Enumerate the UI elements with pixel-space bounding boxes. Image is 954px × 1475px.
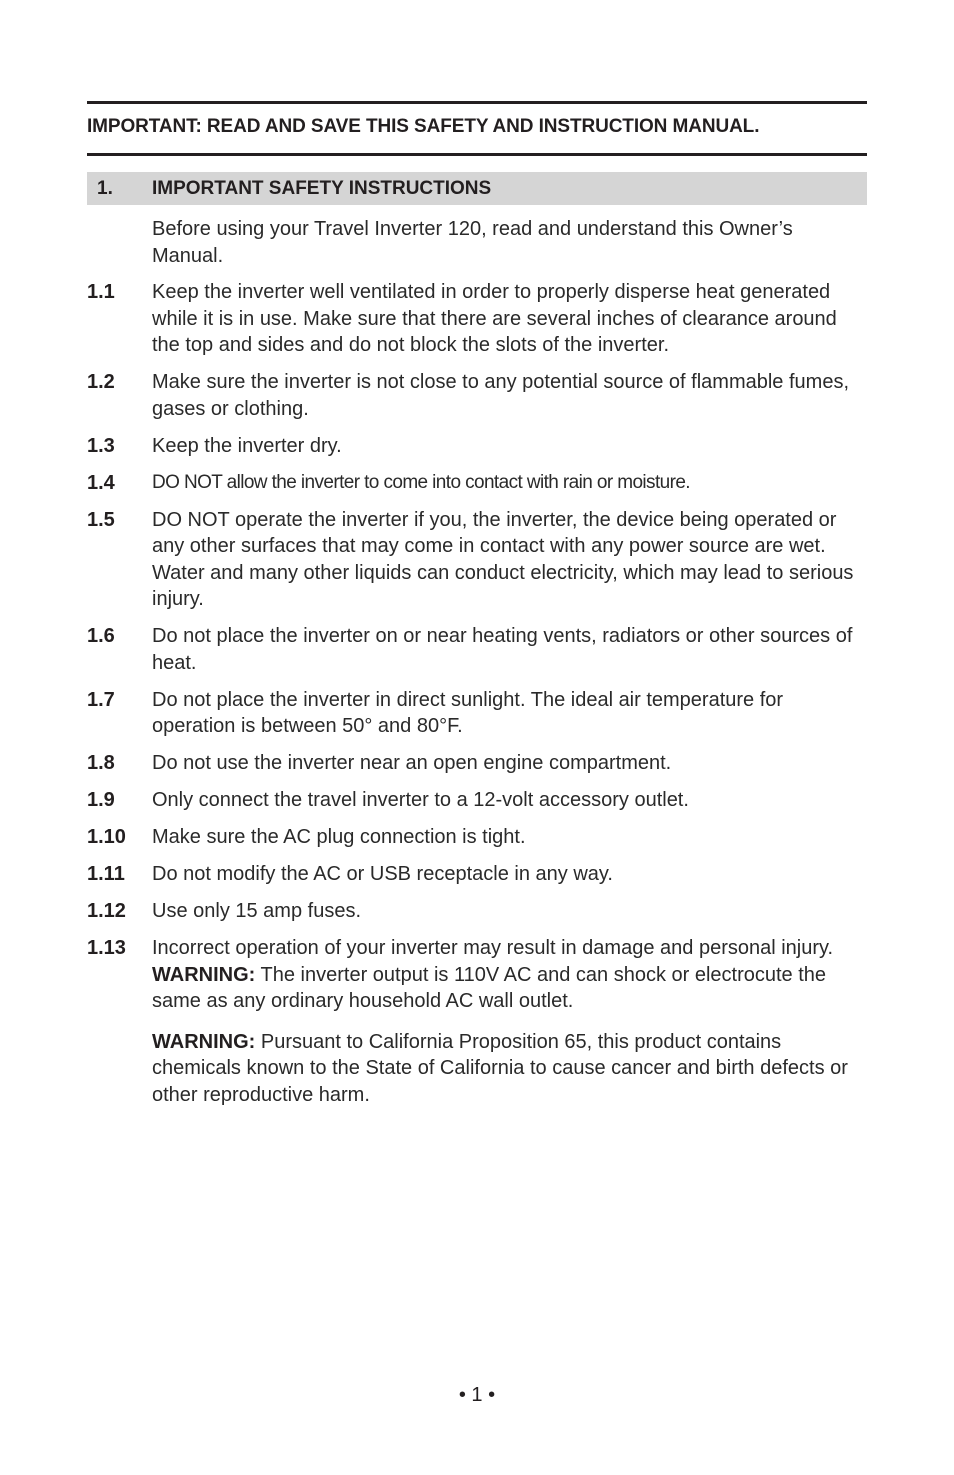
item-text: Do not place the inverter on or near heating vents, radiators or other sources of heat. bbox=[152, 625, 853, 674]
item-text: Keep the inverter dry. bbox=[152, 434, 342, 457]
section-number: 1. bbox=[97, 178, 113, 199]
item-text: Do not use the inverter near an open engine compartment. bbox=[152, 752, 672, 774]
item-text: Do not modify the AC or USB receptacle in any way. bbox=[152, 863, 613, 885]
item-number: 1.4 bbox=[87, 471, 115, 494]
instruction-item bbox=[87, 470, 867, 497]
item-number: 1.10 bbox=[87, 826, 126, 848]
item-text: Use only 15 amp fuses. bbox=[152, 900, 361, 922]
item-text-before: Incorrect operation of your inverter may result in damage and personal injury. bbox=[152, 937, 834, 959]
item-number: 1.13 bbox=[87, 937, 126, 959]
instruction-item bbox=[87, 369, 867, 422]
item-number: 1.11 bbox=[87, 863, 125, 885]
item-text: Make sure the inverter is not close to any potential source of flammable fumes, gases or clothing. bbox=[152, 371, 850, 420]
item-number: 1.6 bbox=[87, 625, 115, 647]
section-heading bbox=[87, 172, 867, 205]
item-number: 1.2 bbox=[87, 371, 115, 393]
instruction-item bbox=[87, 861, 867, 888]
important-banner: IMPORTANT: READ AND SAVE THIS SAFETY AND INSTRUCTION MANUAL. bbox=[87, 116, 760, 137]
instruction-item bbox=[87, 750, 867, 777]
item-number: 1.7 bbox=[87, 688, 115, 711]
page-number: • 1 • bbox=[458, 1384, 496, 1406]
instruction-item bbox=[87, 433, 867, 460]
instruction-item bbox=[87, 935, 867, 1015]
instructions-content bbox=[87, 216, 867, 1108]
item-number: 1.12 bbox=[87, 900, 126, 922]
instruction-item bbox=[87, 687, 867, 740]
instruction-item bbox=[87, 279, 867, 359]
item-text: Do not place the inverter in direct sunlight. The ideal air temperature for operation is between 50° and 80°F. bbox=[152, 688, 784, 737]
prop65-warning bbox=[152, 1029, 857, 1109]
item-text: Make sure the AC plug connection is tight. bbox=[152, 826, 526, 848]
section-intro: Before using your Travel Inverter 120, read and understand this Owner’s Manual. bbox=[152, 218, 793, 267]
prop65-warning-text: Pursuant to California Proposition 65, this product contains chemicals known to the State of California to cause cancer and birth defects or other reproductive harm. bbox=[152, 1030, 848, 1106]
item-text: Keep the inverter well ventilated in order to properly disperse heat generated while it is in use. Make sure that there are several inches of clearance around the top and sides and do not block the slots of the inverter. bbox=[152, 281, 837, 356]
item-text: DO NOT operate the inverter if you, the inverter, the device being operated or any other surfaces that may come in contact with any power source are wet. Water and many other liquids can conduct electricity, which may lead to serious injury. bbox=[152, 508, 854, 610]
warning-label: WARNING: bbox=[152, 963, 256, 986]
item-text bbox=[152, 935, 857, 1015]
prop65-warning-label: WARNING: bbox=[152, 1030, 256, 1053]
section-title: IMPORTANT SAFETY INSTRUCTIONS bbox=[152, 178, 492, 199]
bottom-divider bbox=[87, 153, 867, 156]
item-number: 1.5 bbox=[87, 508, 115, 531]
item-number: 1.8 bbox=[87, 752, 115, 774]
instruction-item bbox=[87, 787, 867, 814]
item-number: 1.9 bbox=[87, 789, 115, 811]
item-text: Only connect the travel inverter to a 12-volt accessory outlet. bbox=[152, 789, 689, 811]
top-divider bbox=[87, 101, 867, 104]
item-text: DO NOT allow the inverter to come into contact with rain or moisture. bbox=[152, 471, 690, 493]
item-number: 1.3 bbox=[87, 434, 115, 457]
instruction-item bbox=[87, 824, 867, 851]
instruction-item bbox=[87, 507, 867, 613]
item-text-after: The inverter output is 110V AC and can shock or electrocute the same as any ordinary household AC wall outlet. bbox=[152, 963, 827, 1012]
instruction-item bbox=[87, 898, 867, 925]
item-number: 1.1 bbox=[87, 281, 115, 303]
instruction-item bbox=[87, 623, 867, 676]
